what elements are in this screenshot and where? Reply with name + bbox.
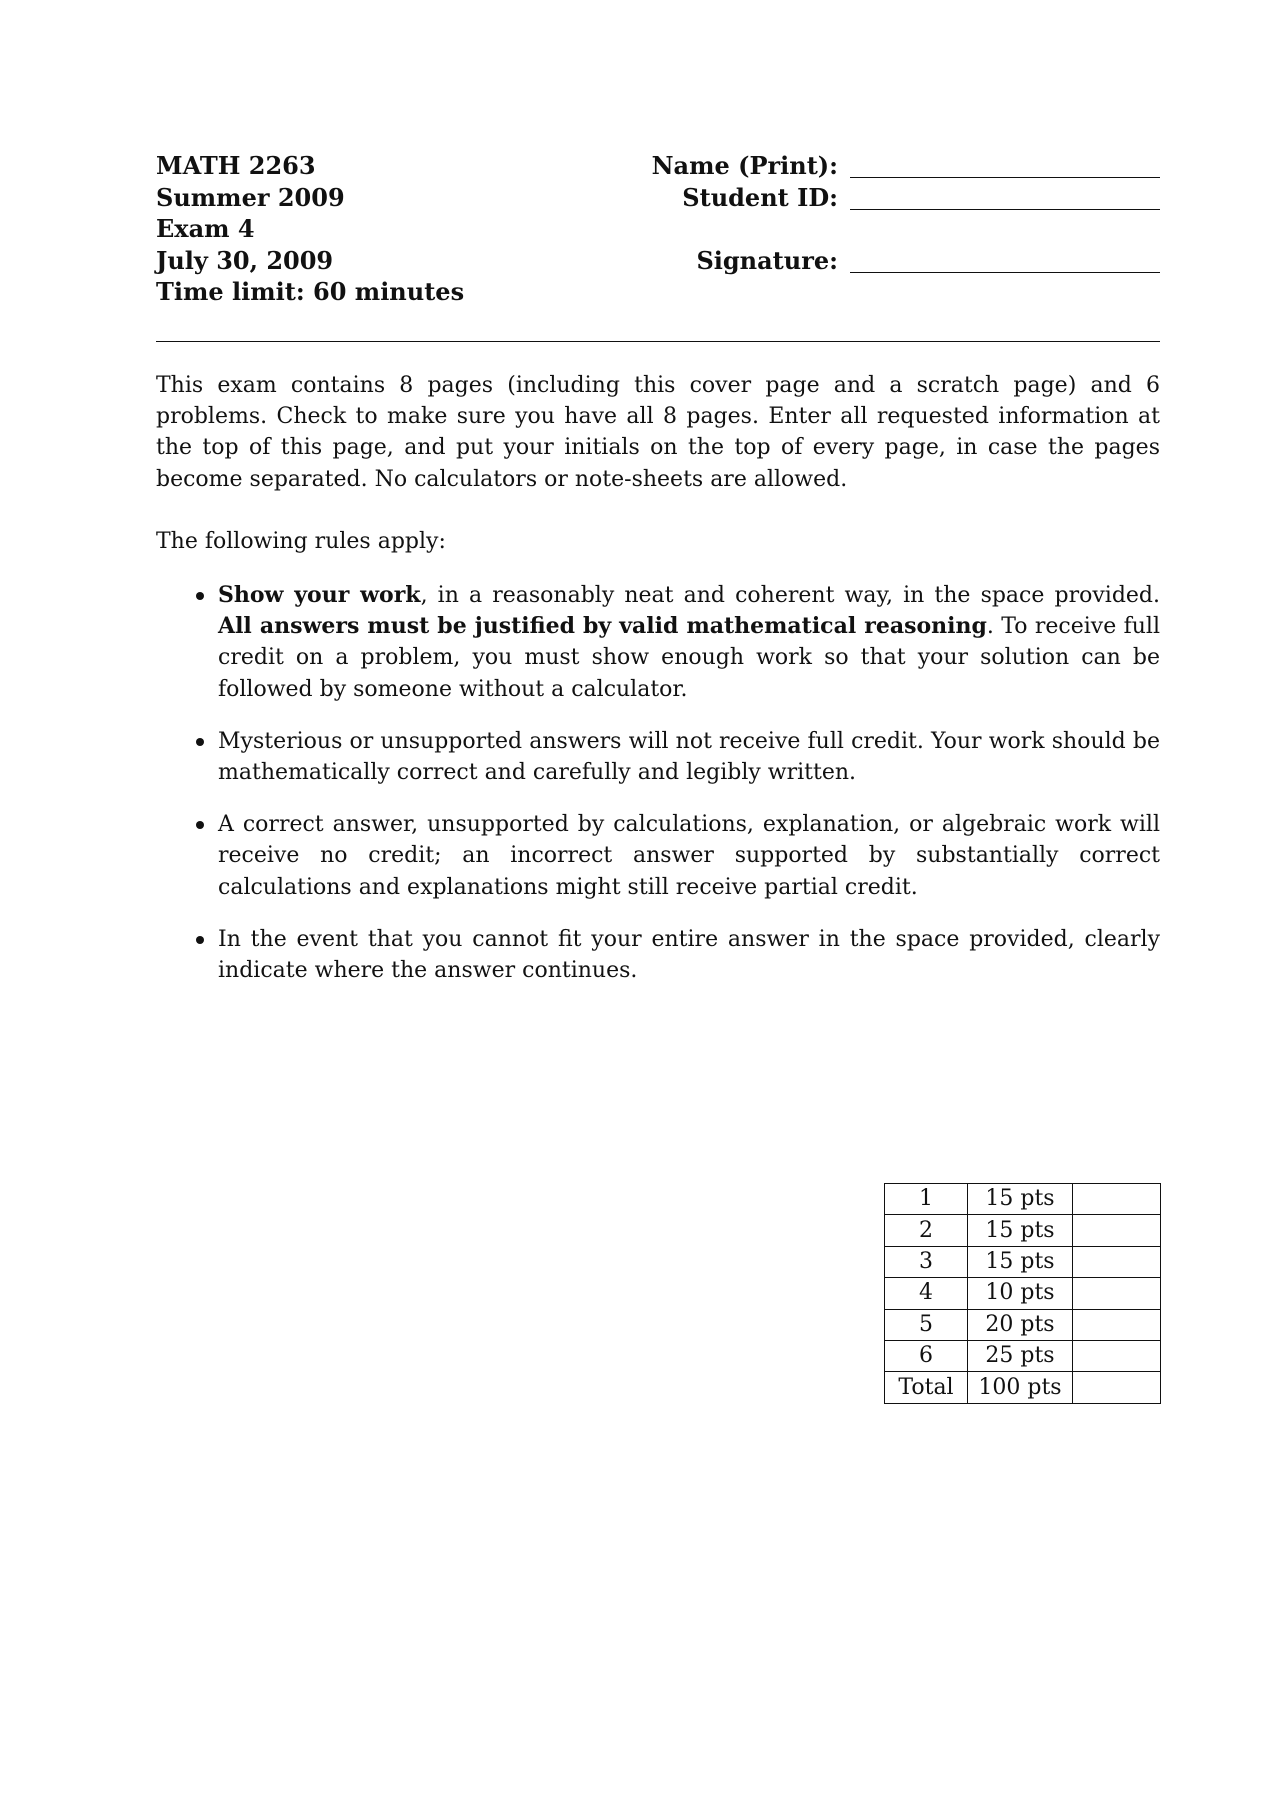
table-row — [885, 1278, 1161, 1309]
rule-text: . To receive full credit on a problem, you must show enough work so that your solution can be followed by someone without a calculator. — [218, 614, 1160, 702]
total-points: 100 pts — [968, 1372, 1073, 1403]
problem-number: 3 — [885, 1246, 968, 1277]
student-id-field[interactable] — [600, 182, 1160, 214]
problem-points: 20 pts — [968, 1309, 1073, 1340]
student-id-blank[interactable] — [850, 209, 1160, 210]
rule-item — [156, 809, 1160, 903]
term: Summer 2009 — [156, 182, 345, 212]
course-info — [156, 150, 464, 308]
score-cell[interactable] — [1073, 1309, 1161, 1340]
rule-text: Mysterious or unsupported answers will not receive full credit. Your work should be mathematically correct and carefully and legibly written. — [218, 728, 1160, 786]
table-row — [885, 1340, 1161, 1371]
points-table — [884, 1183, 1161, 1404]
rule-emphasis: Show your work — [218, 582, 421, 608]
course-code: MATH 2263 — [156, 151, 316, 180]
bullet-icon — [196, 821, 204, 829]
name-label: Name (Print): — [651, 151, 838, 180]
rule-item — [156, 580, 1160, 705]
rule-emphasis: All answers must be justified by valid mathematical reasoning — [218, 613, 987, 640]
intro-paragraph: This exam contains 8 pages (including this cover page and a scratch page) and 6 problems. Check to make sure you have all 8 pages. Enter all requested information at the top of this page, and put your initials on the top of every page, in case the pages become separated. No calculators or note-sheets are allowed. — [156, 373, 1160, 492]
header-divider — [156, 341, 1160, 342]
problem-points: 15 pts — [968, 1184, 1073, 1215]
student-info-fields — [600, 150, 1160, 276]
exam-date: July 30, 2009 — [156, 245, 334, 275]
bullet-icon — [196, 592, 204, 600]
total-label: Total — [885, 1372, 968, 1403]
table-row — [885, 1309, 1161, 1340]
name-field[interactable] — [600, 150, 1160, 182]
student-id-label: Student ID: — [682, 182, 838, 212]
signature-label: Signature: — [696, 245, 838, 275]
problem-number: 1 — [885, 1184, 968, 1215]
problem-points: 10 pts — [968, 1278, 1073, 1309]
rule-item — [156, 924, 1160, 986]
problem-number: 5 — [885, 1309, 968, 1340]
field-spacer — [600, 213, 1160, 245]
problem-points: 25 pts — [968, 1340, 1073, 1371]
exam-number: Exam 4 — [156, 214, 255, 243]
score-cell[interactable] — [1073, 1184, 1161, 1215]
score-cell[interactable] — [1073, 1215, 1161, 1246]
total-score-cell[interactable] — [1073, 1372, 1161, 1403]
rule-text: In the event that you cannot fit your entire answer in the space provided, clearly indicate where the answer continues. — [218, 926, 1160, 984]
problem-points: 15 pts — [968, 1215, 1073, 1246]
name-blank[interactable] — [850, 177, 1160, 178]
rule-text: , in a reasonably neat and coherent way, in the space provided. — [420, 583, 1160, 608]
score-cell[interactable] — [1073, 1278, 1161, 1309]
table-row — [885, 1246, 1161, 1277]
table-row — [885, 1215, 1161, 1246]
problem-number: 4 — [885, 1278, 968, 1309]
score-cell[interactable] — [1073, 1340, 1161, 1371]
signature-field[interactable] — [600, 245, 1160, 277]
rule-text: A correct answer, unsupported by calculations, explanation, or algebraic work will receive no credit; an incorrect answer supported by substantially correct calculations and explanations might still receive partial credit. — [218, 812, 1160, 900]
score-cell[interactable] — [1073, 1246, 1161, 1277]
time-limit: Time limit: 60 minutes — [156, 277, 465, 306]
bullet-icon — [196, 738, 204, 746]
bullet-icon — [196, 936, 204, 944]
rules-list — [156, 580, 1160, 1007]
problem-points: 15 pts — [968, 1246, 1073, 1277]
rules-lead: The following rules apply: — [156, 529, 446, 554]
table-row-total — [885, 1372, 1161, 1403]
signature-blank[interactable] — [850, 272, 1160, 273]
table-row — [885, 1184, 1161, 1215]
problem-number: 6 — [885, 1340, 968, 1371]
rule-item — [156, 726, 1160, 788]
problem-number: 2 — [885, 1215, 968, 1246]
